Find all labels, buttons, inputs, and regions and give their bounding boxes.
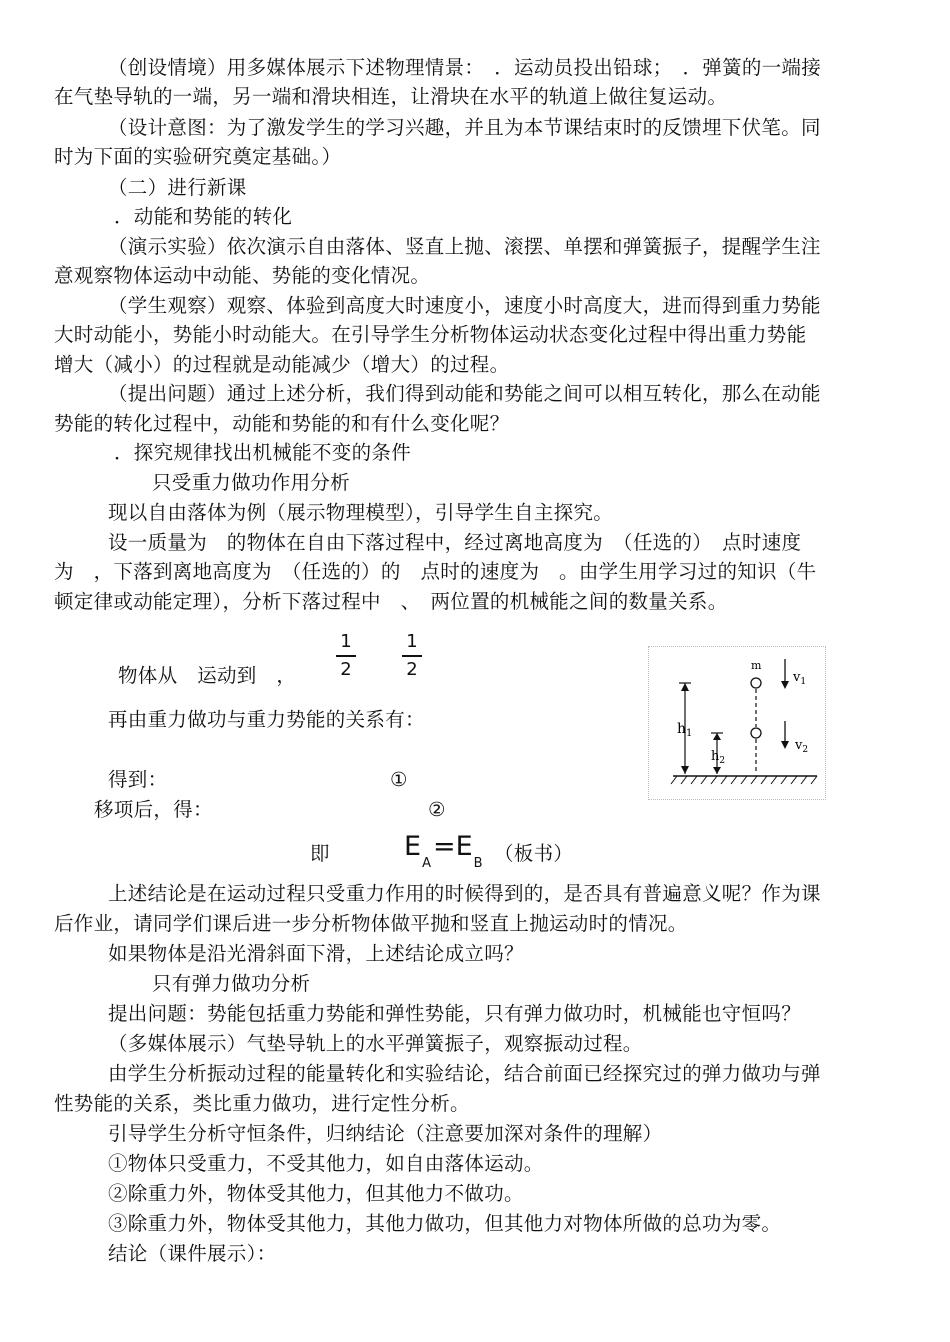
mass-ball-bottom	[751, 728, 761, 738]
fraction-numerator: 1	[406, 631, 418, 652]
mass-label: m	[751, 659, 762, 672]
sub-heading: 只有弹力做功分析	[152, 972, 311, 995]
h1-label: $h_1$	[677, 721, 693, 739]
text-line: （学生观察）观察、体验到高度大时速度小，速度小时高度大，进而得到重力势能	[108, 294, 821, 317]
text-line: 现以自由落体为例（展示物理模型），引导学生自主探究。	[108, 501, 614, 524]
equation-number: ②	[428, 798, 446, 821]
list-item: ①物体只受重力，不受其他力，如自由落体运动。	[108, 1152, 544, 1175]
board-note: （板书）	[494, 842, 574, 865]
text-line: 顿定律或动能定理），分析下落过程中 、 两位置的机械能之间的数量关系。	[54, 590, 728, 613]
text-line: 为 ，下落到离地高度为 （任选的）的 点时的速度为 。由学生用学习过的知识（牛	[54, 560, 817, 583]
h2-arrow-down	[713, 767, 721, 774]
text-line: （多媒体展示）气垫导轨上的水平弹簧振子，观察振动过程。	[108, 1032, 643, 1055]
h2-arrow-up	[713, 733, 721, 740]
h2-label: $h_2$	[711, 749, 726, 766]
equation-number: ①	[390, 768, 408, 791]
v1-label: $v_1$	[793, 670, 807, 687]
text-line: （演示实验）依次演示自由落体、竖直上抛、滚摆、单摆和弹簧振子，提醒学生注	[108, 235, 821, 258]
fraction-numerator: 1	[340, 631, 352, 652]
section-heading: （二）进行新课	[108, 176, 247, 199]
text-line: （提出问题）通过上述分析，我们得到动能和势能之间可以相互转化，那么在动能	[108, 382, 821, 405]
derivation-line: 物体从 运动到 ，	[118, 664, 297, 687]
text-line: 意观察物体运动中动能、势能的变化情况。	[54, 264, 431, 287]
text-line: 结论（课件展示）：	[108, 1242, 277, 1265]
conservation-equation	[404, 830, 485, 869]
mass-ball-top	[751, 678, 761, 688]
fraction-one-half	[402, 632, 422, 680]
equation-lhs-sub: A	[422, 856, 431, 871]
text-line: 上述结论是在运动过程只受重力作用的时候得到的，是否具有普遍意义呢？作为课	[108, 882, 821, 905]
derivation-line: 即	[310, 842, 330, 865]
fraction-denominator: 2	[406, 658, 418, 680]
fraction-denominator: 2	[340, 658, 352, 680]
list-item: ②除重力外，物体受其他力，但其他力不做功。	[108, 1182, 524, 1205]
text-line: （创设情境）用多媒体展示下述物理情景： ．运动员投出铅球； ．弹簧的一端接	[108, 56, 822, 79]
h1-arrow-down	[681, 766, 689, 774]
equation-rhs: E	[455, 831, 473, 862]
free-fall-diagram-svg	[649, 647, 825, 799]
text-line: 如果物体是沿光滑斜面下滑，上述结论成立吗？	[108, 942, 524, 965]
text-line: 设一质量为 的物体在自由下落过程中，经过离地高度为 （任选的） 点时速度	[108, 531, 802, 554]
text-line: 大时动能小，势能小时动能大。在引导学生分析物体运动状态变化过程中得出重力势能	[54, 323, 807, 346]
fraction-bar	[336, 655, 356, 657]
text-line: 由学生分析振动过程的能量转化和实验结论，结合前面已经探究过的弹力做功与弹	[108, 1062, 821, 1085]
text-line: 在气垫导轨的一端，另一端和滑块相连，让滑块在水平的轨道上做往复运动。	[54, 85, 728, 108]
text-line: 性势能的关系，类比重力做功，进行定性分析。	[54, 1092, 470, 1115]
equation-op: =	[432, 831, 456, 862]
text-line: （设计意图：为了激发学生的学习兴趣，并且为本节课结束时的反馈埋下伏笔。同	[108, 116, 821, 139]
text-line: 势能的转化过程中，动能和势能的和有什么变化呢？	[54, 412, 510, 435]
text-line: 增大（减小）的过程就是动能减少（增大）的过程。	[54, 353, 510, 376]
derivation-line: 再由重力做功与重力势能的关系有：	[108, 708, 425, 731]
text-line: 提出问题：势能包括重力势能和弹性势能，只有弹力做功时，机械能也守恒吗？	[108, 1002, 802, 1025]
fraction-one-half	[336, 632, 356, 680]
text-line: 后作业，请同学们课后进一步分析物体做平抛和竖直上抛运动时的情况。	[54, 912, 688, 935]
derivation-line: 移项后，得：	[94, 798, 213, 821]
free-fall-diagram	[648, 646, 826, 800]
equation-lhs: E	[404, 831, 422, 862]
v2-label: $v_2$	[795, 738, 809, 755]
subsection-heading: ．动能和势能的转化	[114, 205, 293, 228]
h1-arrow-up	[681, 683, 689, 691]
text-line: 时为下面的实验研究奠定基础。）	[54, 145, 342, 168]
sub-heading: 只受重力做功作用分析	[152, 471, 351, 494]
list-item: ③除重力外，物体受其他力，其他力做功，但其他力对物体所做的总功为零。	[108, 1212, 782, 1235]
fraction-bar	[402, 655, 422, 657]
text-line: 引导学生分析守恒条件，归纳结论（注意要加深对条件的理解）	[108, 1122, 663, 1145]
derivation-line: 得到：	[108, 768, 168, 791]
subsection-heading: ．探究规律找出机械能不变的条件	[114, 441, 412, 464]
equation-rhs-sub: B	[473, 856, 483, 871]
ground-hatching	[671, 776, 817, 784]
